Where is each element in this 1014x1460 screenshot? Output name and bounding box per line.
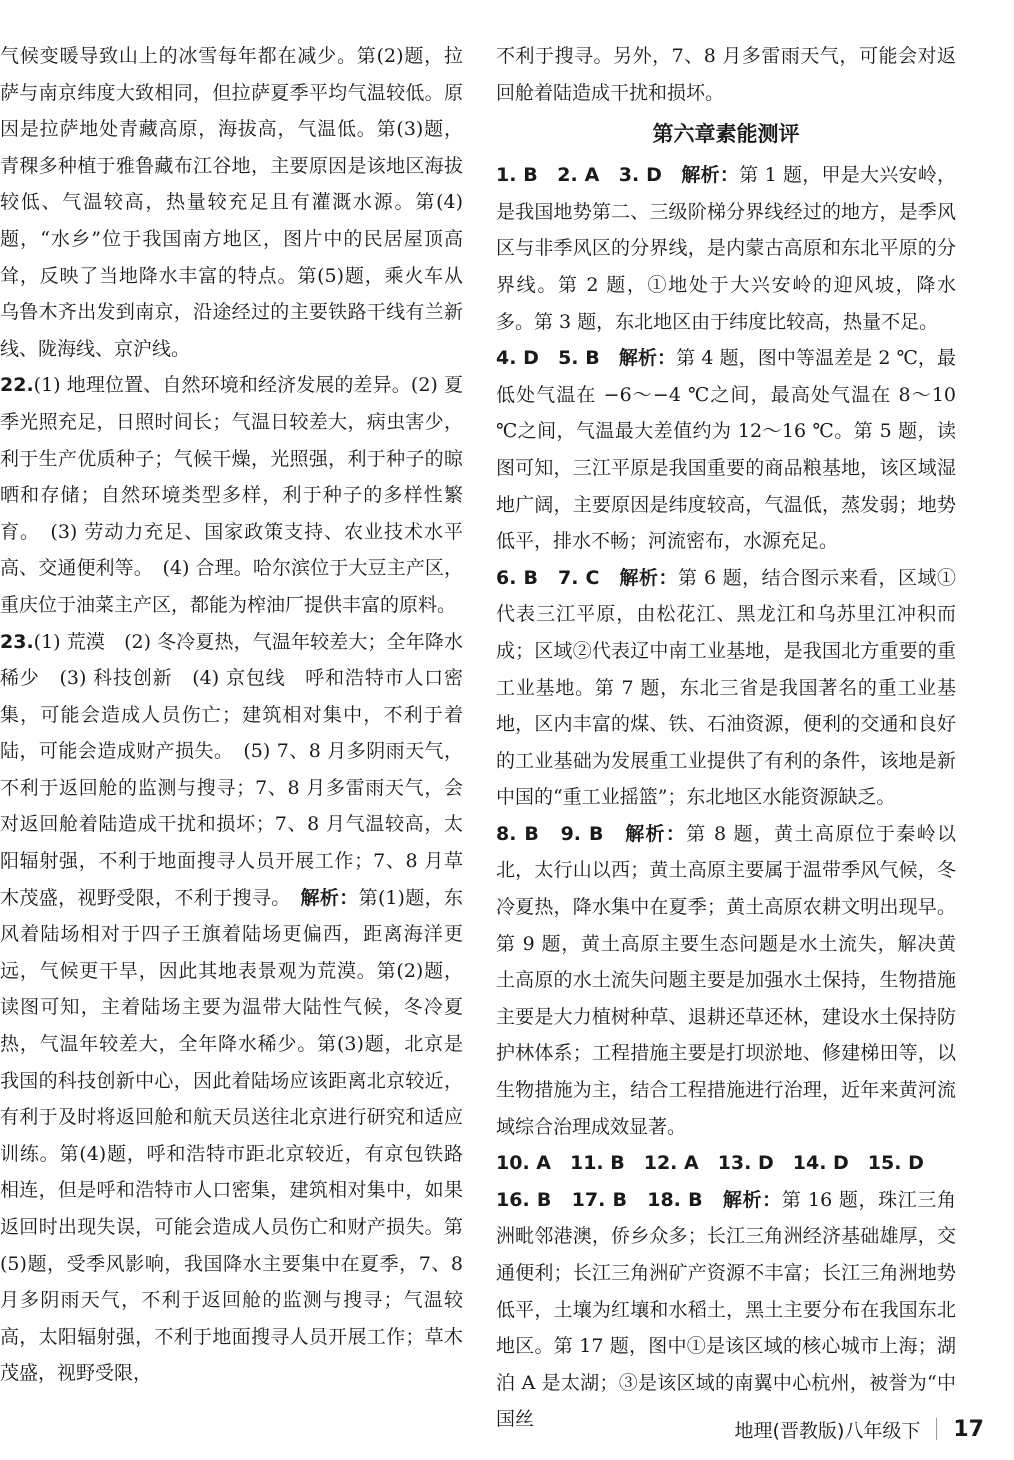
analysis-label: 解析：	[722, 1188, 782, 1211]
analysis-label: 解析：	[625, 822, 687, 845]
answers-6-7	[496, 560, 956, 816]
answer-keys: 10. A 11. B 12. A 13. D 14. D 15. D	[496, 1152, 924, 1175]
left-column	[0, 38, 463, 1392]
analysis-label: 解析：	[619, 566, 678, 589]
analysis-text: 第 16 题，珠江三角洲毗邻港澳，侨乡众多；长江三角洲经济基础雄厚，交通便利；长江三角洲矿产资源不丰富；长江三角洲地势低平，土壤为红壤和水稻土，黑土主要分布在我国东北地区。第 17 题，图中①是该区域的核心城市上海；湖泊 A 是太湖；③是该区域的南翼中心杭州，被誉为“中国丝	[496, 1188, 956, 1431]
analysis-text: 第 6 题，结合图示来看，区域①代表三江平原，由松花江、黑龙江和乌苏里江冲积而成；区域②代表辽中南工业基地，是我国北方重要的重工业基地。第 7 题，东北三省是我国著名的重工业基地，区内丰富的煤、铁、石油资源，便利的交通和良好的工业基础为发展重工业提供了有利的条件，该地是新中国的“重工业摇篮”；东北地区水能资源缺乏。	[496, 566, 956, 809]
analysis-text: 第 4 题，图中等温差是 2 ℃，最低处气温在 −6～−4 ℃之间，最高处气温在 8～10 ℃之间，气温最大差值约为 12～16 ℃。第 5 题，读图可知，三江平原是我国重要的商品粮基地，该区域湿地广阔，主要原因是纬度较高，气温低，蒸发弱；地势低平，排水不畅；河流密布，水源充足。	[496, 347, 957, 553]
right-column	[496, 38, 956, 1438]
question-number: 23.	[0, 630, 34, 653]
question-23	[0, 624, 463, 1392]
answers-1-3	[496, 157, 956, 340]
paragraph-continued: 不利于搜寻。另外，7、8 月多雷雨天气，可能会对返回舱着陆造成干扰和损坏。	[496, 45, 956, 104]
answers-8-9	[496, 816, 956, 1145]
question-number: 22.	[0, 374, 34, 397]
answer-keys: 4. D 5. B	[496, 347, 619, 370]
answers-4-5	[496, 340, 956, 560]
question-22	[0, 367, 463, 623]
page-number: 17	[953, 1416, 984, 1442]
answer-keys: 1. B 2. A 3. D	[496, 164, 682, 187]
answer-keys: 6. B 7. C	[496, 566, 620, 589]
analysis-label: 解析：	[681, 164, 740, 187]
answer-text: (1) 地理位置、自然环境和经济发展的差异。(2) 夏季光照充足，日照时间长；气温日较差大，病虫害少，利于生产优质种子；气候干燥，光照强，利于种子的晾晒和存储；自然环境类型多样，利于种子的多样性繁育。 (3) 劳动力充足、国家政策支持、农业技术水平高、交通便利等。 (4) 合理。哈尔滨位于大豆主产区，重庆位于油菜主产区，都能为榨油厂提供丰富的原料。	[0, 374, 463, 616]
footer-subject: 地理(晋教版)八年级下	[734, 1419, 921, 1442]
section-title: 第六章素能测评	[652, 122, 800, 147]
analysis-label: 解析：	[618, 347, 677, 370]
answer-keys: 16. B 17. B 18. B	[496, 1188, 723, 1211]
answer-keys: 8. B 9. B	[496, 822, 626, 845]
answers-10-15	[496, 1145, 956, 1182]
answers-16-18	[496, 1182, 956, 1438]
analysis-text: 第 8 题，黄土高原位于秦岭以北，太行山以西；黄土高原主要属于温带季风气候，冬冷夏热，降水集中在夏季；黄土高原农耕文明出现早。第 9 题，黄土高原主要生态问题是水土流失，解决黄土高原的水土流失问题主要是加强水土保持，生物措施主要是大力植树种草、退耕还草还林，建设水土保持防护林体系；工程措施主要是打坝淤地、修建梯田等，以生物措施为主，结合工程措施进行治理，近年来黄河流域综合治理成效显著。	[496, 822, 956, 1138]
analysis-label: 解析：	[300, 886, 359, 909]
footer-divider	[936, 1418, 937, 1440]
analysis-text: 第(1)题，东风着陆场相对于四子王旗着陆场更偏西，距离海洋更远，气候更干旱，因此其地表景观为荒漠。第(2)题，读图可知，主着陆场主要为温带大陆性气候，冬冷夏热，气温年较差大，全年降水稀少。第(3)题，北京是我国的科技创新中心，因此着陆场应该距离北京较近，有利于及时将返回舱和航天员送往北京进行研究和适应训练。第(4)题，呼和浩特市距北京较近，有京包铁路相连，但是呼和浩特市人口密集，建筑相对集中，如果返回时出现失误，可能会造成人员伤亡和财产损失。第(5)题，受季风影响，我国降水主要集中在夏季，7、8 月多阴雨天气，不利于返回舱的监测与搜寻；气温较高，太阳辐射强，不利于地面搜寻人员开展工作；草木茂盛，视野受限，	[0, 886, 463, 1385]
paragraph-continued: 气候变暖导致山上的冰雪每年都在减少。第(2)题，拉萨与南京纬度大致相同，但拉萨夏季平均气温较低。原因是拉萨地处青藏高原，海拔高，气温低。第(3)题，青稞多种植于雅鲁藏布江谷地，主要原因是该地区海拔较低、气温较高，热量较充足且有灌溉水源。第(4)题，“水乡”位于我国南方地区，图片中的民居屋顶高耸，反映了当地降水丰富的特点。第(5)题，乘火车从乌鲁木齐出发到南京，沿途经过的主要铁路干线有兰新线、陇海线、京沪线。	[0, 45, 463, 360]
answer-text: (1) 荒漠 (2) 冬冷夏热，气温年较差大；全年降水稀少 (3) 科技创新 (4) 京包线 呼和浩特市人口密集，可能会造成人员伤亡；建筑相对集中，不利于着陆，可能会造成财产损失。 (5) 7、8 月多阴雨天气，不利于返回舱的监测与搜寻；7、8 月多雷雨天气，会对返回舱着陆造成干扰和损坏；7、8 月气温较高，太阳辐射强，不利于地面搜寻人员开展工作；7、8 月草木茂盛，视野受限，不利于搜寻。	[0, 630, 463, 909]
analysis-text: 第 1 题，甲是大兴安岭，是我国地势第二、三级阶梯分界线经过的地方，是季风区与非季风区的分界线，是内蒙古高原和东北平原的分界线。第 2 题，①地处于大兴安岭的迎风坡，降水多。第 3 题，东北地区由于纬度比较高，热量不足。	[496, 164, 956, 333]
page-footer	[735, 1414, 984, 1444]
